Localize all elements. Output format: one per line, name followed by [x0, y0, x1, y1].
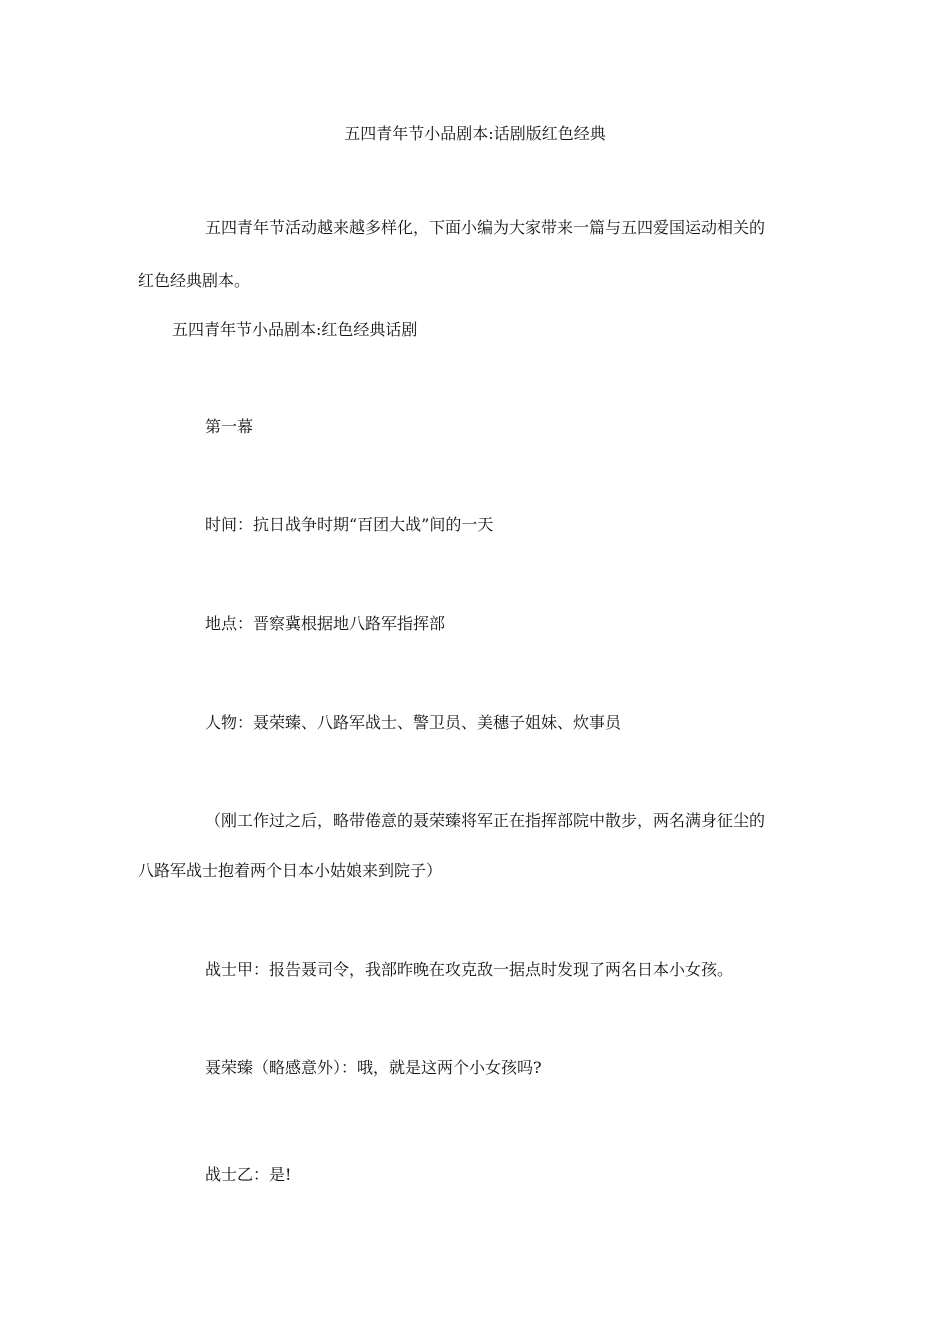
intro-paragraph-line-1: 五四青年节活动越来越多样化，下面小编为大家带来一篇与五四爱国运动相关的: [205, 218, 766, 237]
dialogue-line: 战士乙：是!: [205, 1165, 292, 1184]
dialogue-line: 聂荣臻（略感意外）：哦，就是这两个小女孩吗?: [205, 1058, 542, 1077]
section-subtitle: 五四青年节小品剧本:红色经典话剧: [172, 320, 418, 339]
scene-characters: 人物：聂荣臻、八路军战士、警卫员、美穗子姐妹、炊事员: [205, 713, 622, 732]
scene-place: 地点：晋察冀根据地八路军指挥部: [205, 614, 446, 633]
intro-paragraph-line-2: 红色经典剧本。: [138, 271, 251, 290]
stage-direction-line-2: 八路军战士抱着两个日本小姑娘来到院子）: [138, 861, 443, 880]
document-title: 五四青年节小品剧本:话剧版红色经典: [344, 124, 606, 143]
act-heading: 第一幕: [205, 417, 254, 436]
dialogue-line: 战士甲：报告聂司令，我部昨晚在攻克敌一据点时发现了两名日本小女孩。: [205, 960, 734, 979]
scene-time: 时间：抗日战争时期“百团大战”间的一天: [205, 515, 494, 534]
stage-direction-line-1: （刚工作过之后，略带倦意的聂荣臻将军正在指挥部院中散步，两名满身征尘的: [205, 811, 766, 830]
